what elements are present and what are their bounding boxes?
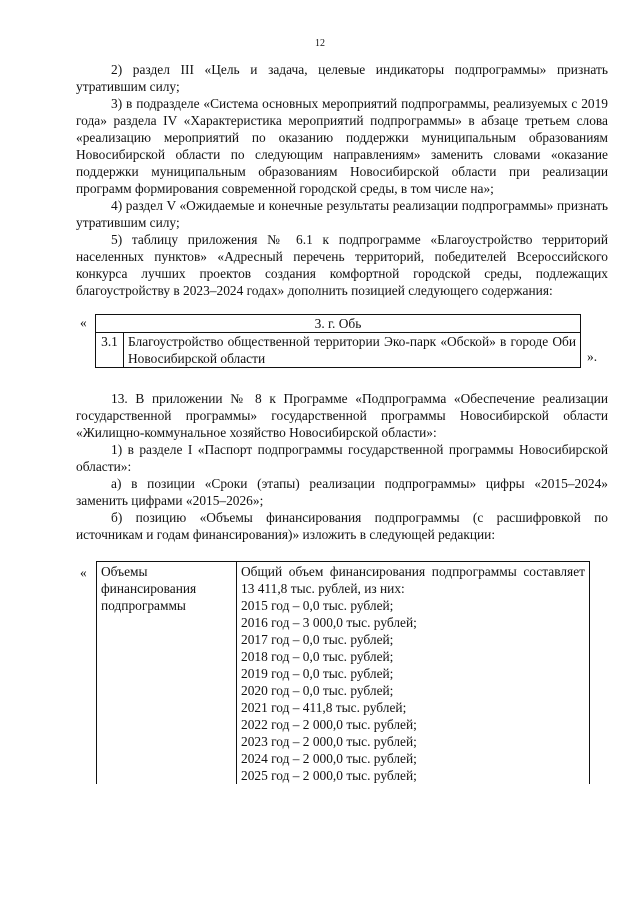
paragraph-item-5: 5) таблицу приложения № 6.1 к подпрограмме «Благоустройство территорий населенных пунктов» «Адресный перечень территорий, победителей Всероссийского конкурса лучших проектов создания комфортной городской среды, подлежащих благоустройству в 2023–2024 годах» дополнить позицией следующего содержания: (76, 232, 608, 298)
funding-year-2018: 2018 год – 0,0 тыс. рублей; (241, 649, 394, 664)
paragraph-item-3: 3) в подразделе «Система основных мероприятий подпрограммы, реализуемых с 2019 года» раздела IV «Характеристика мероприятий подпрограммы» в абзаце третьем слова «реализацию мероприятий по оказанию поддержки муниципальным образованиям Новосибирской области по следующим направлениям» заменить словами «оказание поддержки муниципальным образованиям Новосибирской области при реализации программ формирования современной городской среды, в том числе на»; (76, 96, 608, 196)
closing-quote: ». (587, 349, 598, 364)
row-number: 3.1 (96, 333, 124, 368)
table-row (97, 562, 590, 785)
funding-insert (76, 561, 608, 801)
funding-year-2020: 2020 год – 0,0 тыс. рублей; (241, 683, 394, 698)
opening-quote: « (80, 565, 87, 580)
table-header-city: 3. г. Обь (96, 315, 581, 333)
opening-quote: « (80, 315, 87, 330)
funding-table (96, 561, 590, 784)
paragraph-subitem-a: а) в позиции «Сроки (этапы) реализации подпрограммы» цифры «2015–2024» заменить цифрами «2015–2026»; (76, 476, 608, 508)
funding-details-cell (237, 562, 590, 785)
table-header-row (96, 315, 581, 333)
address-list-table (95, 314, 581, 368)
funding-year-2019: 2019 год – 0,0 тыс. рублей; (241, 666, 394, 681)
funding-total: Общий объем финансирования подпрограммы составляет 13 411,8 тыс. рублей, из них: (241, 564, 585, 596)
paragraph-item-4: 4) раздел V «Ожидаемые и конечные результаты реализации подпрограммы» признать утратившим силу; (76, 198, 608, 230)
funding-year-2023: 2023 год – 2 000,0 тыс. рублей; (241, 734, 417, 749)
document-body (76, 61, 608, 801)
paragraph-subitem-1: 1) в разделе I «Паспорт подпрограммы государственной программы Новосибирской области»: (76, 442, 608, 474)
row-description: Благоустройство общественной территории Эко-парк «Обской» в городе Оби Новосибирской области (124, 333, 581, 368)
funding-label-cell: Объемы финансирования подпрограммы (97, 562, 237, 785)
funding-year-2024: 2024 год – 2 000,0 тыс. рублей; (241, 751, 417, 766)
table-row (96, 333, 581, 368)
funding-year-2015: 2015 год – 0,0 тыс. рублей; (241, 598, 394, 613)
funding-year-2017: 2017 год – 0,0 тыс. рублей; (241, 632, 394, 647)
paragraph-item-13: 13. В приложении № 8 к Программе «Подпрограмма «Обеспечение реализации государственной программы» государственной программы Новосибирской области «Жилищно-коммунальное хозяйство Новосибирской области»: (76, 391, 608, 440)
funding-year-2021: 2021 год – 411,8 тыс. рублей; (241, 700, 407, 715)
paragraph-subitem-b: б) позицию «Объемы финансирования подпрограммы (с расшифровкой по источникам и годам финансирования)» изложить в следующей редакции: (76, 510, 608, 542)
funding-year-2025: 2025 год – 2 000,0 тыс. рублей; (241, 768, 417, 783)
address-list-insert (76, 314, 608, 369)
page-number: 12 (315, 38, 325, 49)
paragraph-item-2: 2) раздел III «Цель и задача, целевые индикаторы подпрограммы» признать утратившим силу; (76, 62, 608, 94)
funding-year-2016: 2016 год – 3 000,0 тыс. рублей; (241, 615, 417, 630)
funding-year-2022: 2022 год – 2 000,0 тыс. рублей; (241, 717, 417, 732)
